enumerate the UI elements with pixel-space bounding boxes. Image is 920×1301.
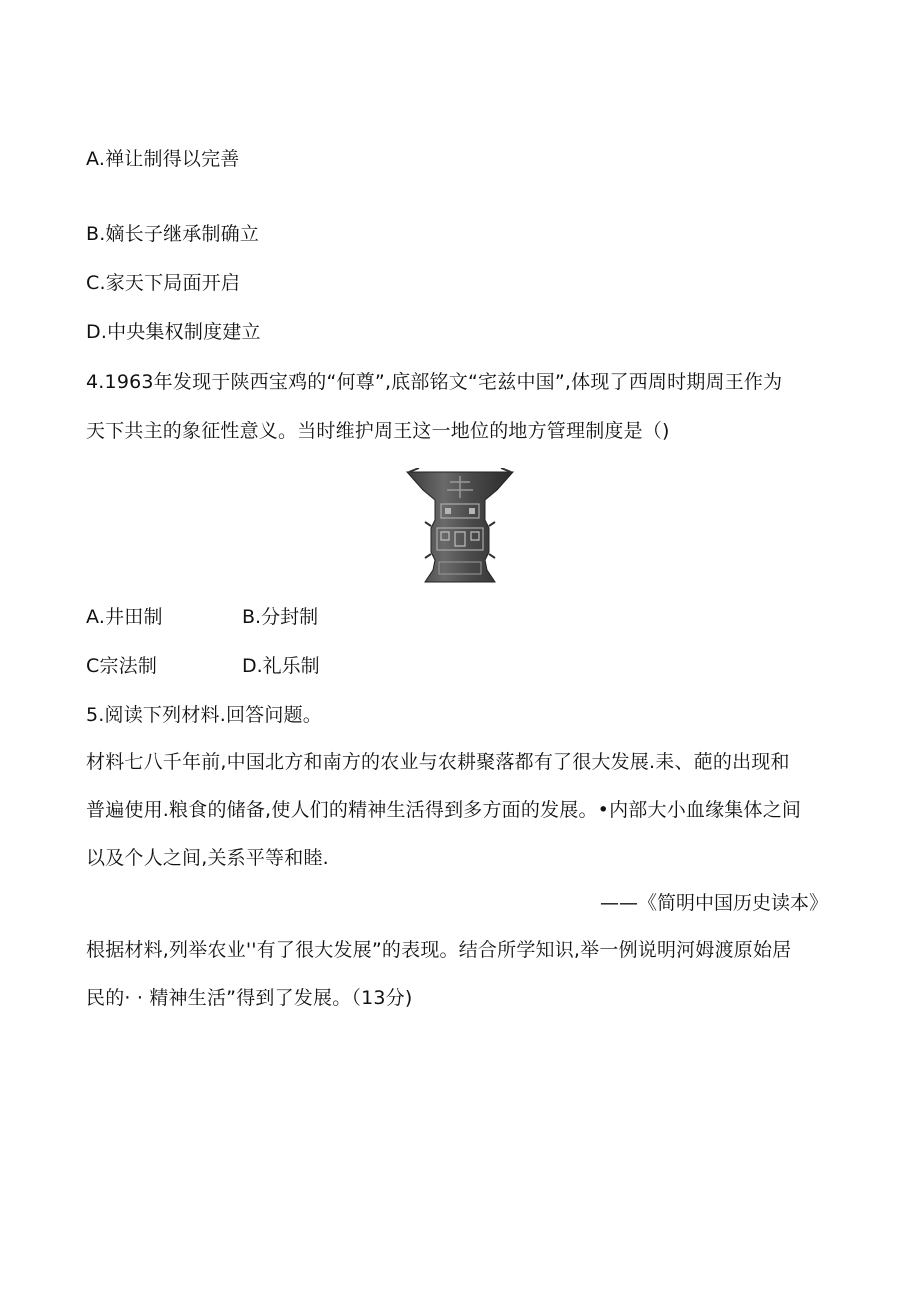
q3-option-c: C.家天下局面开启 (86, 272, 241, 294)
q3-option-d: D.中央集权制度建立 (86, 321, 261, 343)
q5-material-line-2: 普遍使用.粮食的储备,使人们的精神生活得到多方面的发展。•内部大小血缘集体之间 (86, 799, 802, 821)
q5-question-line-1: 根据材料,列举农业''有了很大发展”的表现。结合所学知识,举一例说明河姆渡原始居 (86, 939, 792, 961)
q5-question-line-2: 民的· · 精神生活”得到了发展。（13分) (86, 987, 413, 1009)
q4-stem-line-2: 天下共主的象征性意义。当时维护周王这一地位的地方管理制度是（) (86, 420, 670, 442)
q4-option-a: A.井田制 (86, 606, 163, 628)
q5-intro: 5.阅读下列材料.回答问题。 (86, 704, 322, 726)
q3-option-a: A.禅让制得以完善 (86, 148, 240, 170)
q4-option-d: D.礼乐制 (242, 655, 320, 677)
q5-material-line-3: 以及个人之间,关系平等和睦. (86, 847, 329, 869)
he-zun-bronze-vessel-image (405, 468, 515, 586)
q4-option-c: C宗法制 (86, 655, 158, 677)
q4-option-b: B.分封制 (242, 606, 319, 628)
q3-option-b: B.嫡长子继承制确立 (86, 223, 260, 245)
q5-source: ——《简明中国历史读本》 (599, 892, 828, 914)
q4-stem-line-1: 4.1963年发现于陕西宝鸡的“何尊”,底部铭文“宅兹中国”,体现了西周时期周王作为 (86, 371, 783, 393)
q5-material-line-1: 材料七八千年前,中国北方和南方的农业与农耕聚落都有了很大发展.耒、葩的出现和 (86, 751, 790, 773)
